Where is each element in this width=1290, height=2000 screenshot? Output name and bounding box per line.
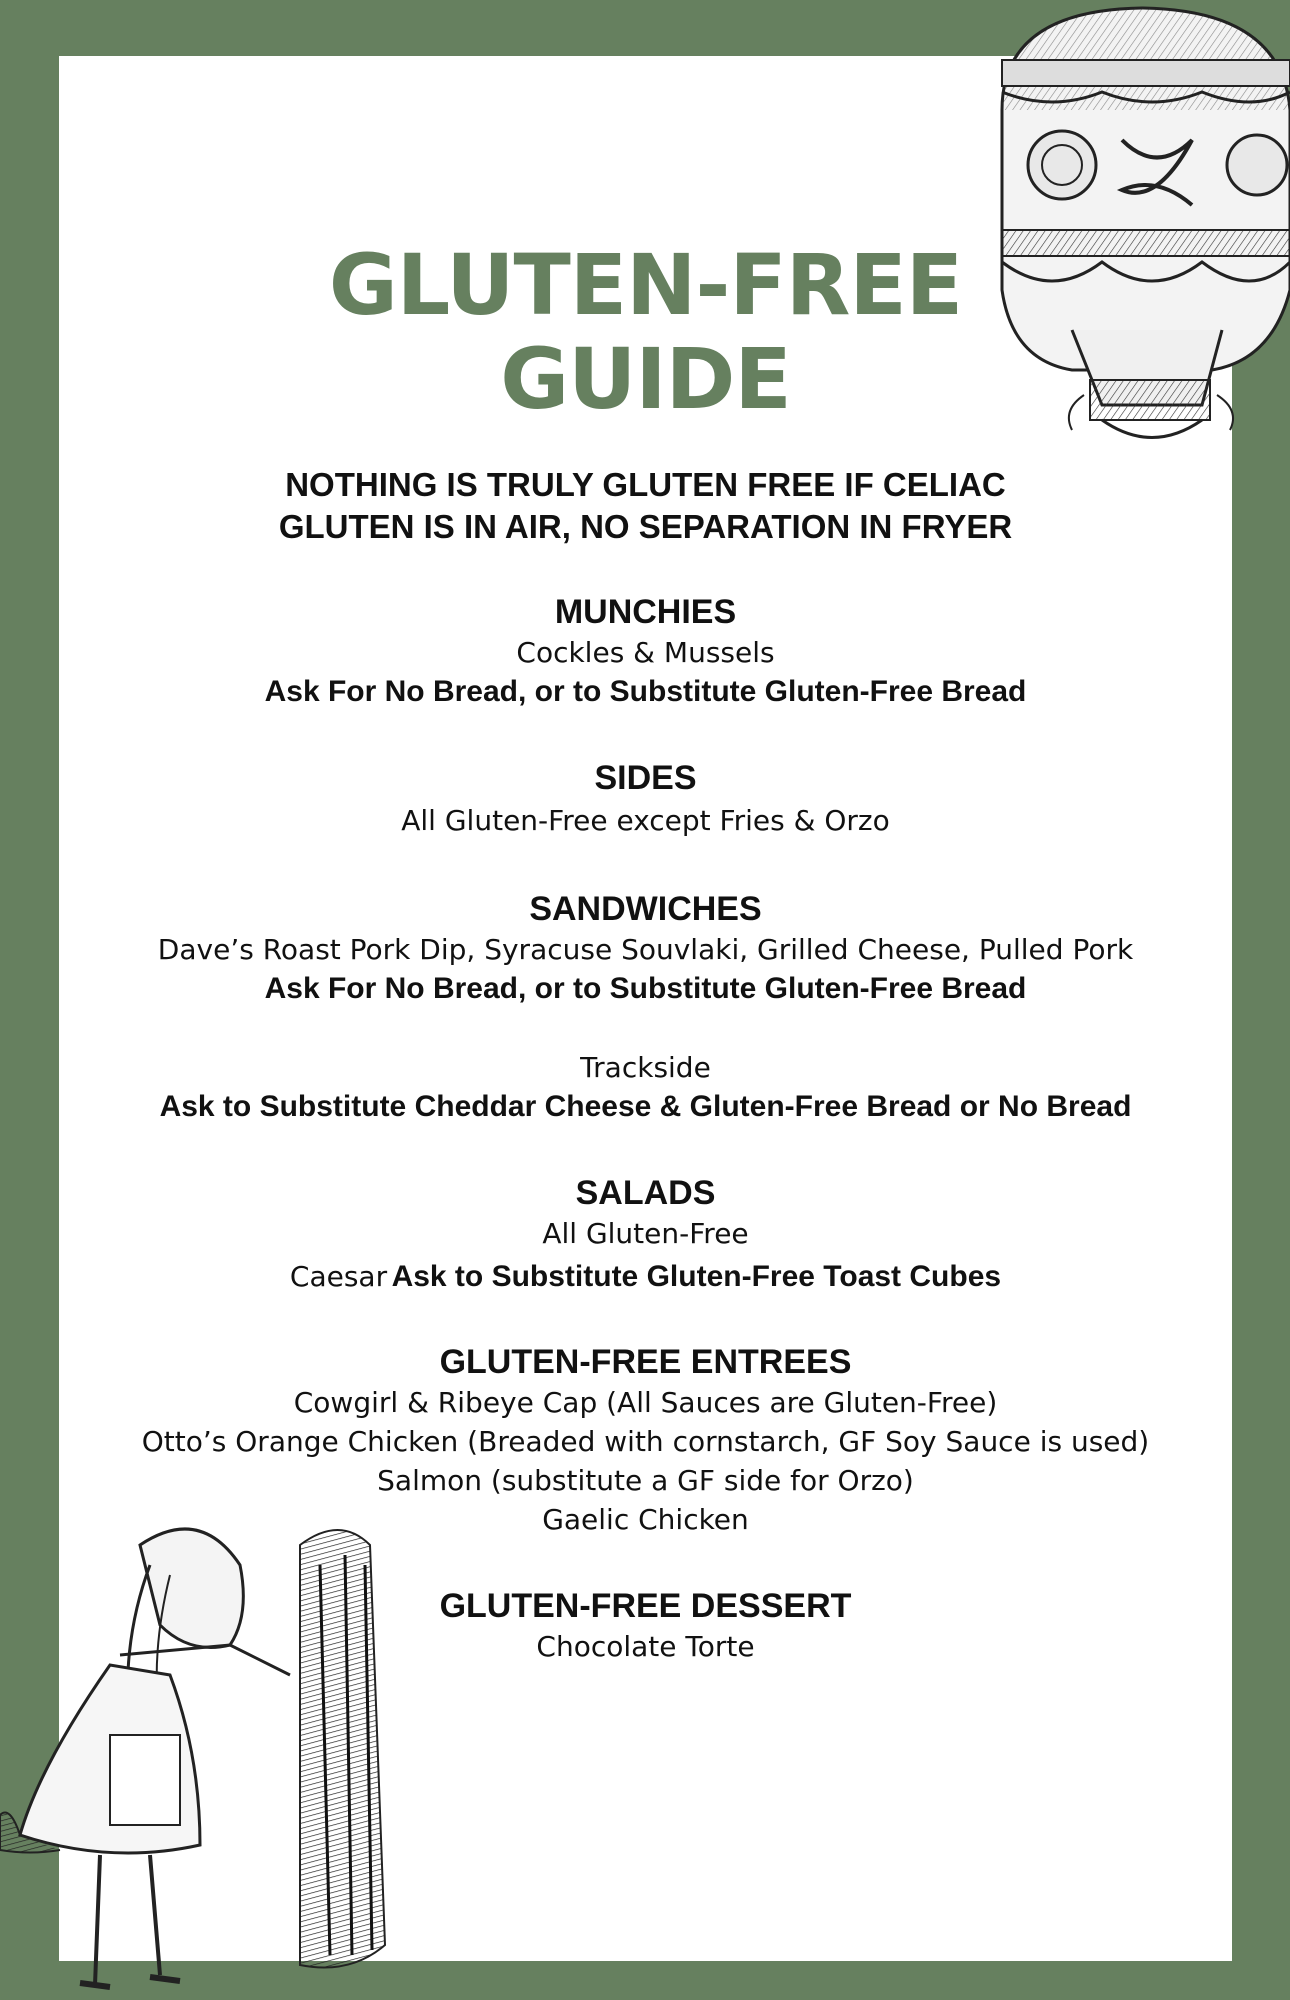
menu-item: Trackside	[580, 1051, 711, 1084]
substitution-note: Ask For No Bread, or to Substitute Gluten-Free Bread	[264, 675, 1027, 708]
substitution-note: Ask For No Bread, or to Substitute Gluten-Free Bread	[264, 972, 1027, 1005]
section-salads	[59, 1172, 1232, 1296]
warning-line-1: NOTHING IS TRULY GLUTEN FREE IF CELIAC	[285, 466, 1006, 503]
menu-item: Caesar	[289, 1260, 388, 1293]
substitution-note: Ask to Substitute Gluten-Free Toast Cubes	[391, 1260, 1002, 1293]
section-sides	[59, 757, 1232, 840]
celiac-warning	[59, 464, 1232, 548]
title-line-2: GUIDE	[500, 330, 791, 428]
section-heading: MUNCHIES	[554, 593, 737, 631]
section-heading: SIDES	[594, 759, 697, 797]
menu-item: Cowgirl & Ribeye Cap (All Sauces are Gluten-Free)	[293, 1386, 998, 1419]
title-line-1: GLUTEN-FREE	[328, 236, 963, 334]
section-entrees	[59, 1341, 1232, 1539]
section-dessert	[59, 1585, 1232, 1666]
section-munchies	[59, 591, 1232, 711]
girl-at-curtain-illustration	[0, 1505, 450, 2000]
section-sandwiches	[59, 888, 1232, 1126]
warning-line-2: GLUTEN IS IN AIR, NO SEPARATION IN FRYER	[278, 508, 1013, 545]
caesar-line	[59, 1257, 1232, 1296]
section-heading: GLUTEN-FREE ENTREES	[439, 1343, 852, 1381]
section-heading: SALADS	[575, 1174, 716, 1212]
section-heading: GLUTEN-FREE DESSERT	[439, 1587, 852, 1625]
menu-item: All Gluten-Free	[542, 1217, 749, 1250]
menu-item: Cockles & Mussels	[516, 636, 775, 669]
menu-item: Chocolate Torte	[536, 1630, 755, 1663]
section-heading: SANDWICHES	[529, 890, 762, 928]
substitution-note: Ask to Substitute Cheddar Cheese & Gluten-Free Bread or No Bread	[159, 1090, 1132, 1123]
page-title	[59, 238, 1232, 426]
menu-item: Dave’s Roast Pork Dip, Syracuse Souvlaki, Grilled Cheese, Pulled Pork	[157, 933, 1134, 966]
menu-item: Otto’s Orange Chicken (Breaded with cornstarch, GF Soy Sauce is used)	[141, 1425, 1150, 1458]
menu-item: All Gluten-Free except Fries & Orzo	[401, 804, 890, 837]
menu-item: Salmon (substitute a GF side for Orzo)	[377, 1464, 914, 1497]
menu-item: Gaelic Chicken	[542, 1503, 749, 1536]
